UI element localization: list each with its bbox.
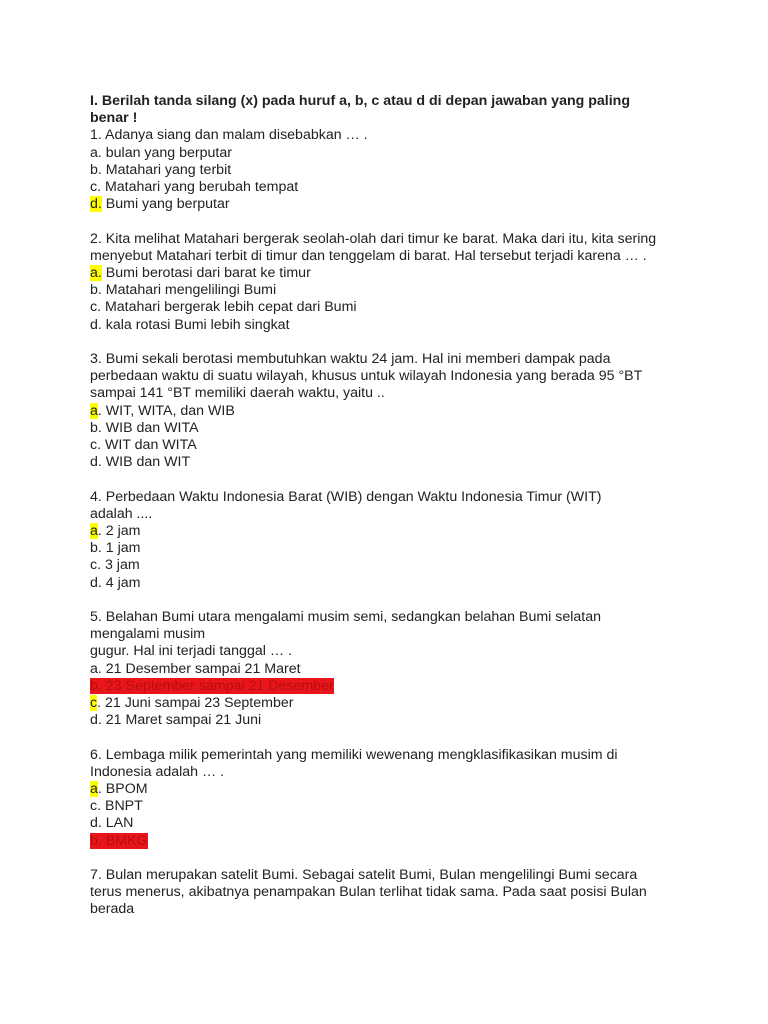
question-1-stem: 1. Adanya siang dan malam disebabkan … . (90, 127, 368, 144)
question-5 (90, 609, 728, 729)
question-4-stem-line-1: 4. Perbedaan Waktu Indonesia Barat (WIB) dengan Waktu Indonesia Timur (WIT) (90, 488, 602, 505)
question-1-option-d (90, 196, 728, 213)
question-4-option-a (90, 523, 728, 540)
instruction-line-2: benar ! (90, 110, 138, 127)
question-5-option-d: d. 21 Maret sampai 21 Juni (90, 712, 262, 729)
option-text: . BPOM (97, 781, 148, 798)
question-3-stem-line-2: perbedaan waktu di suatu wilayah, khusus untuk wilayah Indonesia yang berada 95 °BT (90, 368, 643, 385)
instruction-heading (90, 93, 728, 127)
question-6-option-b (90, 833, 728, 850)
question-2 (90, 231, 728, 334)
question-4-stem-line-2: adalah .... (90, 505, 153, 522)
question-2-stem-line-2: menyebut Matahari terbit di timur dan tenggelam di barat. Hal tersebut terjadi karena … . (90, 247, 647, 264)
answer-highlight: c (90, 695, 98, 712)
question-3-option-a (90, 403, 728, 420)
question-4-option-b: b. 1 jam (90, 540, 141, 557)
question-3 (90, 351, 728, 471)
question-7 (90, 867, 728, 919)
question-1-option-c: c. Matahari yang berubah tempat (90, 179, 299, 196)
question-2-option-d: d. kala rotasi Bumi lebih singkat (90, 316, 290, 333)
question-5-option-a: a. 21 Desember sampai 21 Maret (90, 660, 301, 677)
question-6-option-d: d. LAN (90, 815, 134, 832)
question-6-stem-line-2: Indonesia adalah … . (90, 763, 225, 780)
answer-highlight: a. (90, 265, 102, 282)
question-3-stem-line-1: 3. Bumi sekali berotasi membutuhkan waktu 24 jam. Hal ini memberi dampak pada (90, 351, 611, 368)
option-text: Bumi yang berputar (101, 196, 230, 213)
question-4 (90, 489, 728, 592)
wrong-answer-highlight: b. 23 September sampai 21 Desember (90, 677, 334, 694)
question-5-option-c (90, 695, 728, 712)
question-6-option-c: c. BNPT (90, 798, 143, 815)
answer-highlight: a (90, 523, 98, 540)
question-3-option-d: d. WIB dan WIT (90, 454, 191, 471)
question-6-stem-line-1: 6. Lembaga milik pemerintah yang memiliki wewenang mengklasifikasikan musim di (90, 746, 618, 763)
question-1-option-b: b. Matahari yang terbit (90, 161, 232, 178)
question-6 (90, 747, 728, 850)
question-6-option-a (90, 781, 728, 798)
question-3-option-c: c. WIT dan WITA (90, 437, 197, 454)
option-text: . 2 jam (97, 523, 141, 540)
wrong-answer-highlight: b. BMKG (90, 832, 148, 849)
question-2-option-a (90, 265, 728, 282)
question-2-stem-line-1: 2. Kita melihat Matahari bergerak seolah-olah dari timur ke barat. Maka dari itu, kita sering (90, 230, 657, 247)
instruction-line-1: I. Berilah tanda silang (x) pada huruf a, b, c atau d di depan jawaban yang paling (90, 93, 631, 109)
question-7-stem-line-3: berada (90, 901, 135, 918)
question-7-stem-line-1: 7. Bulan merupakan satelit Bumi. Sebagai satelit Bumi, Bulan mengelilingi Bumi secara (90, 867, 638, 884)
question-1 (90, 127, 728, 213)
question-4-option-c: c. 3 jam (90, 557, 140, 574)
question-5-option-b (90, 678, 728, 695)
question-2-option-c: c. Matahari bergerak lebih cepat dari Bumi (90, 299, 357, 316)
option-text: . WIT, WITA, dan WIB (97, 402, 235, 419)
question-7-stem-line-2: terus menerus, akibatnya penampakan Bulan terlihat tidak sama. Pada saat posisi Bulan (90, 884, 647, 901)
option-text: Bumi berotasi dari barat ke timur (101, 265, 311, 282)
question-5-stem-line-1: 5. Belahan Bumi utara mengalami musim semi, sedangkan belahan Bumi selatan (90, 609, 602, 626)
question-3-stem-line-3: sampai 141 °BT memiliki daerah waktu, yaitu .. (90, 385, 385, 402)
question-5-stem-line-2: mengalami musim (90, 626, 206, 643)
answer-highlight: a (90, 781, 98, 798)
answer-highlight: a (90, 402, 98, 419)
question-5-stem-line-3: gugur. Hal ini terjadi tanggal … . (90, 643, 292, 660)
option-text: . 21 Juni sampai 23 September (97, 695, 294, 712)
question-4-option-d: d. 4 jam (90, 574, 141, 591)
question-1-option-a: a. bulan yang berputar (90, 144, 232, 161)
question-3-option-b: b. WIB dan WITA (90, 419, 199, 436)
question-2-option-b: b. Matahari mengelilingi Bumi (90, 282, 277, 299)
answer-highlight: d. (90, 196, 102, 213)
